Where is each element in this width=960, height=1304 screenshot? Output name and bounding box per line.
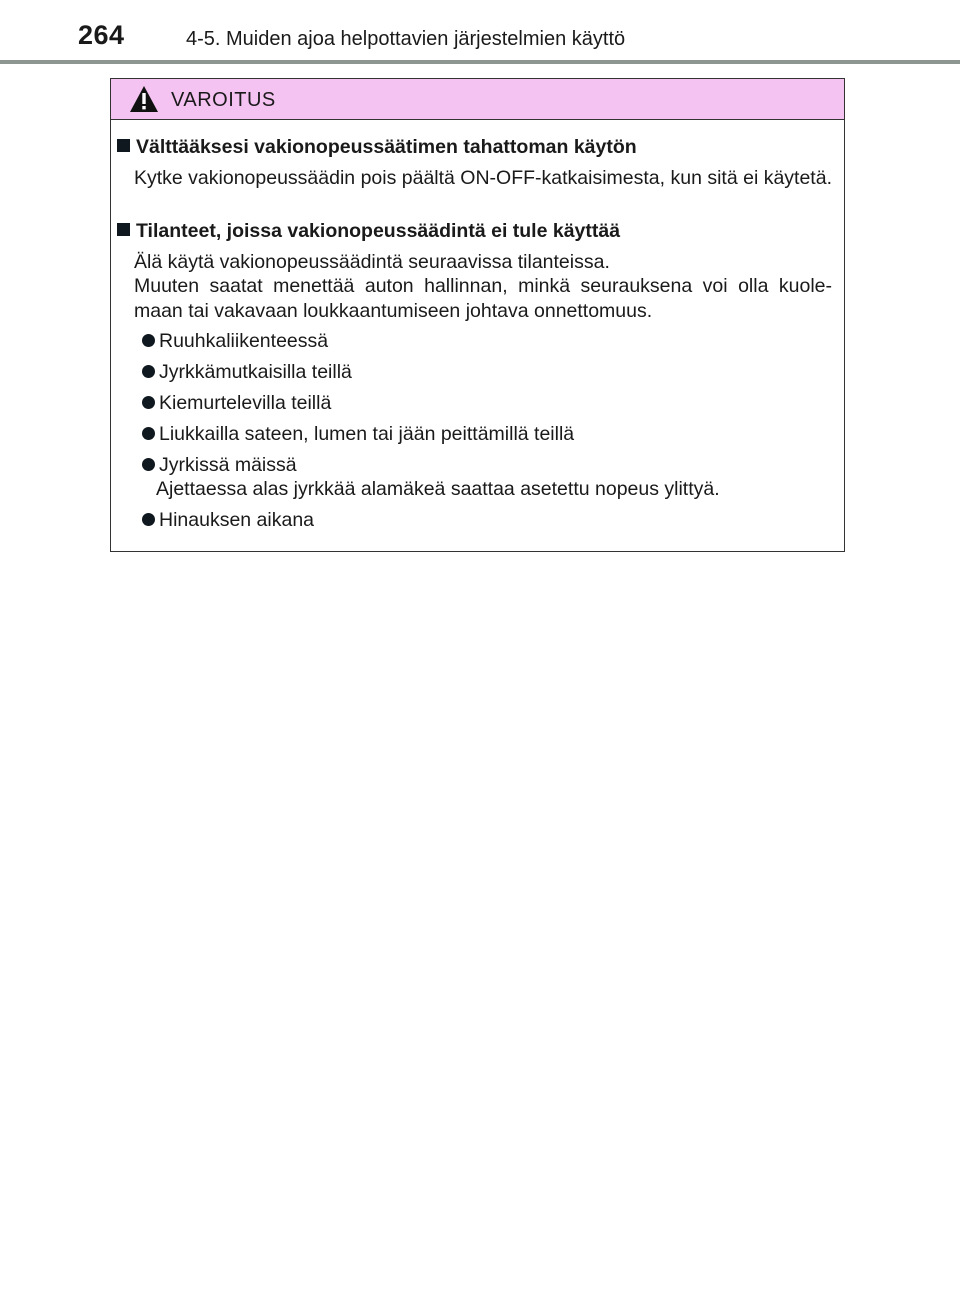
round-bullet-icon [142, 513, 155, 526]
section-heading-unintended-use: Välttääksesi vakionopeussäätimen tahattoman käytön [117, 136, 637, 159]
paragraph-switch-off: Kytke vakionopeussäädin pois päältä ON-OFF-katkaisimesta, kun sitä ei käytetä. [134, 167, 832, 189]
square-bullet-icon [117, 139, 130, 152]
section-heading-situations: Tilanteet, joissa vakionopeussäädintä ei tule käyttää [117, 220, 620, 243]
round-bullet-icon [142, 334, 155, 347]
list-item: Ruuhkaliikenteessä [142, 329, 328, 354]
round-bullet-icon [142, 365, 155, 378]
warning-header [111, 79, 844, 120]
page-number: 264 [78, 20, 125, 50]
warning-label: VAROITUS [171, 89, 276, 111]
header-rule [0, 60, 960, 64]
page-header [0, 0, 960, 64]
list-item: Jyrkkämutkaisilla teillä [142, 360, 352, 385]
round-bullet-icon [142, 427, 155, 440]
list-item-note: Ajettaessa alas jyrkkää alamäkeä saattaa asetettu nopeus ylittyä. [156, 478, 720, 500]
list-item: Kiemurtelevilla teillä [142, 391, 331, 416]
list-item: Liukkailla sateen, lumen tai jään peittämillä teillä [142, 422, 574, 447]
warning-triangle-icon [129, 85, 159, 113]
list-item: Jyrkissä mäissä [142, 453, 297, 478]
warning-box [110, 78, 845, 552]
square-bullet-icon [117, 223, 130, 236]
round-bullet-icon [142, 396, 155, 409]
list-item: Hinauksen aikana [142, 508, 314, 533]
paragraph-do-not-use: Älä käytä vakionopeussäädintä seuraavissa tilanteissa. [134, 251, 610, 273]
section-title: 4-5. Muiden ajoa helpottavien järjestelmien käyttö [186, 28, 626, 50]
paragraph-consequence: Muuten saatat menettää auton hallinnan, minkä seurauksena voi olla kuole-maan tai vakavaan loukkaantumiseen johtava onnettomuus. [134, 275, 832, 322]
round-bullet-icon [142, 458, 155, 471]
